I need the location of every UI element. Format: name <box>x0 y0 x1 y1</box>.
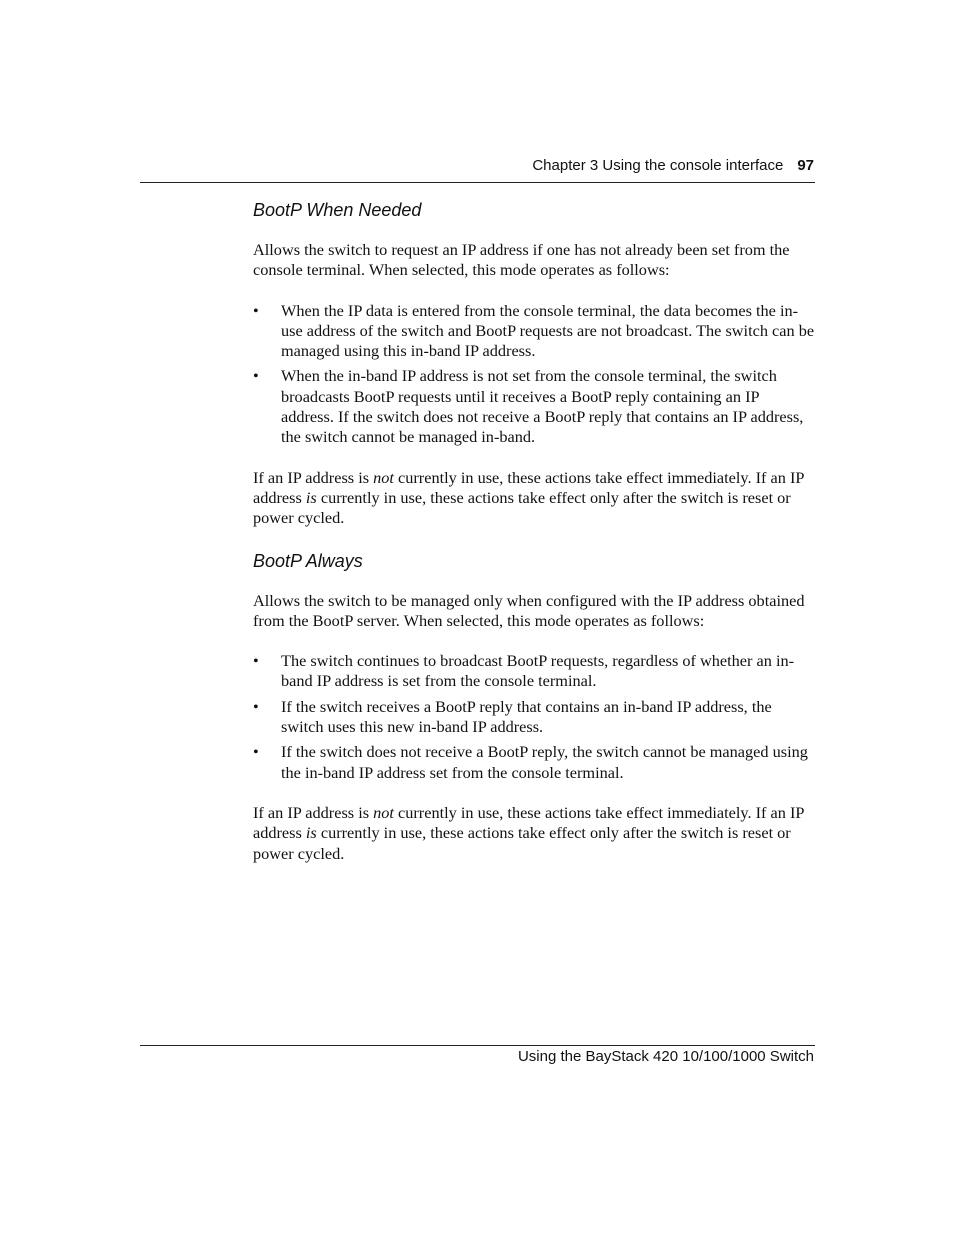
section-intro: Allows the switch to be managed only when configured with the IP address obtained from the BootP server. When selected, this mode operates as follows: <box>253 590 805 630</box>
closing-emphasis: not <box>373 802 394 822</box>
closing-emphasis: not <box>373 467 394 487</box>
footer-rule <box>140 1045 815 1046</box>
running-header <box>532 156 814 176</box>
closing-text: If an IP address is <box>253 467 374 487</box>
closing-text: currently in use, these actions take effect only after the switch is reset or power cycled. <box>253 823 791 863</box>
section-bootp-when-needed <box>253 198 815 529</box>
closing-text: currently in use, these actions take effect immediately. If an IP address <box>253 802 804 843</box>
section-heading: BootP When Needed <box>253 200 422 220</box>
bullet-icon: • <box>253 742 259 762</box>
list-item-text: If the switch receives a BootP reply that contains an in-band IP address, the switch uses this new in-band IP address. <box>281 696 772 737</box>
list-item <box>253 301 815 362</box>
section-intro: Allows the switch to request an IP address if one has not already been set from the console terminal. When selected, this mode operates as follows: <box>253 240 790 280</box>
list-item-text: When the in-band IP address is not set from the console terminal, the switch broadcasts BootP requests until it receives a BootP reply containing an IP address. If the switch does not receive a BootP reply that contains an IP address, the switch cannot be managed in-band. <box>281 366 804 447</box>
closing-text: currently in use, these actions take effect immediately. If an IP address <box>253 467 804 507</box>
bullet-icon: • <box>253 696 259 716</box>
list-item <box>253 366 815 447</box>
list-item-text: When the IP data is entered from the console terminal, the data becomes the in-use address of the switch and BootP requests are not broadcast. The switch can be managed using this in-band IP address. <box>281 300 815 361</box>
section-heading: BootP Always <box>253 550 363 571</box>
bullet-list <box>253 651 815 783</box>
list-item <box>253 651 815 692</box>
bullet-icon: • <box>253 300 259 320</box>
list-item-text: If the switch does not receive a BootP reply, the switch cannot be managed using the in-band IP address set from the console terminal. <box>281 742 808 782</box>
bullet-icon: • <box>253 651 259 671</box>
section-closing-paragraph <box>253 803 815 864</box>
section-bootp-always <box>253 549 815 864</box>
list-item-text: The switch continues to broadcast BootP requests, regardless of whether an in-band IP address is set from the console terminal. <box>281 651 795 691</box>
list-item <box>253 697 815 738</box>
list-item <box>253 742 815 783</box>
chapter-title: Chapter 3 Using the console interface <box>532 157 784 174</box>
page-body <box>253 198 815 884</box>
page-number: 97 <box>797 157 814 174</box>
section-closing-paragraph <box>253 468 815 529</box>
closing-emphasis: is <box>305 487 317 507</box>
bullet-icon: • <box>253 366 259 386</box>
closing-text: If an IP address is <box>253 802 374 822</box>
closing-text: currently in use, these actions take effect only after the switch is reset or power cycled. <box>253 487 791 528</box>
header-rule <box>140 182 815 183</box>
closing-emphasis: is <box>305 823 317 843</box>
bullet-list <box>253 301 815 448</box>
running-footer: Using the BayStack 420 10/100/1000 Switch <box>517 1048 814 1065</box>
